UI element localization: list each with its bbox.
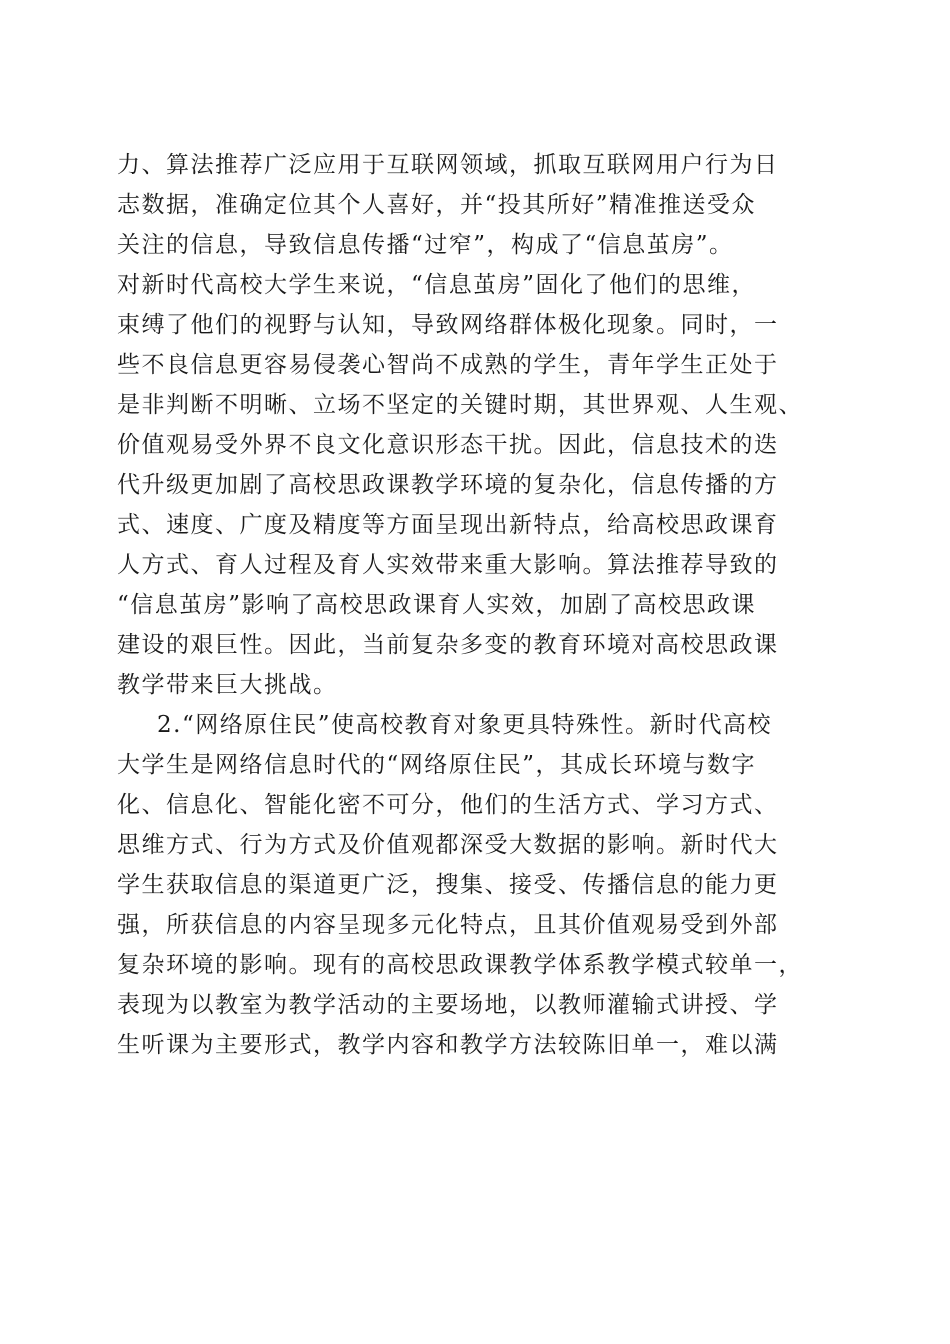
text-line: 是非判断不明晰、立场不坚定的关键时期，其世界观、人生观、	[117, 392, 803, 418]
body-text	[117, 145, 827, 1065]
text-line: 关注的信息，导致信息传播“过窄”，构成了“信息茧房”。	[117, 232, 734, 258]
text-line: 式、速度、广度及精度等方面呈现出新特点，给高校思政课育	[117, 512, 779, 538]
text-line: 化、信息化、智能化密不可分，他们的生活方式、学习方式、	[117, 792, 779, 818]
text-line: 生听课为主要形式，教学内容和教学方法较陈旧单一，难以满	[117, 1032, 779, 1058]
text-line: 代升级更加剧了高校思政课教学环境的复杂化，信息传播的方	[117, 472, 779, 498]
text-line: 力、算法推荐广泛应用于互联网领域，抓取互联网用户行为日	[117, 152, 779, 178]
text-line: 大学生是网络信息时代的“网络原住民”，其成长环境与数字	[117, 752, 757, 778]
text-line: “信息茧房”影响了高校思政课育人实效，加剧了高校思政课	[117, 592, 757, 618]
text-line: 学生获取信息的渠道更广泛，搜集、接受、传播信息的能力更	[117, 872, 779, 898]
text-line: 建设的艰巨性。因此，当前复杂多变的教育环境对高校思政课	[117, 632, 779, 658]
text-line: 些不良信息更容易侵袭心智尚不成熟的学生，青年学生正处于	[117, 352, 779, 378]
text-line: 复杂环境的影响。现有的高校思政课教学体系教学模式较单一，	[117, 952, 803, 978]
text-line: 教学带来巨大挑战。	[117, 672, 338, 698]
text-line: 思维方式、行为方式及价值观都深受大数据的影响。新时代大	[117, 832, 779, 858]
text-line: 志数据，准确定位其个人喜好，并“投其所好”精准推送受众	[117, 192, 757, 218]
text-line: 人方式、育人过程及育人实效带来重大影响。算法推荐导致的	[117, 552, 779, 578]
text-line: 束缚了他们的视野与认知，导致网络群体极化现象。同时，一	[117, 312, 779, 338]
text-line: 对新时代高校大学生来说，“信息茧房”固化了他们的思维，	[117, 272, 757, 298]
text-line: 强，所获信息的内容呈现多元化特点，且其价值观易受到外部	[117, 912, 779, 938]
text-line: 价值观易受外界不良文化意识形态干扰。因此，信息技术的迭	[117, 432, 779, 458]
text-line: 表现为以教室为教学活动的主要场地，以教师灌输式讲授、学	[117, 992, 779, 1018]
section-heading-line: 2.“网络原住民”使高校教育对象更具特殊性。新时代高校	[157, 712, 772, 738]
